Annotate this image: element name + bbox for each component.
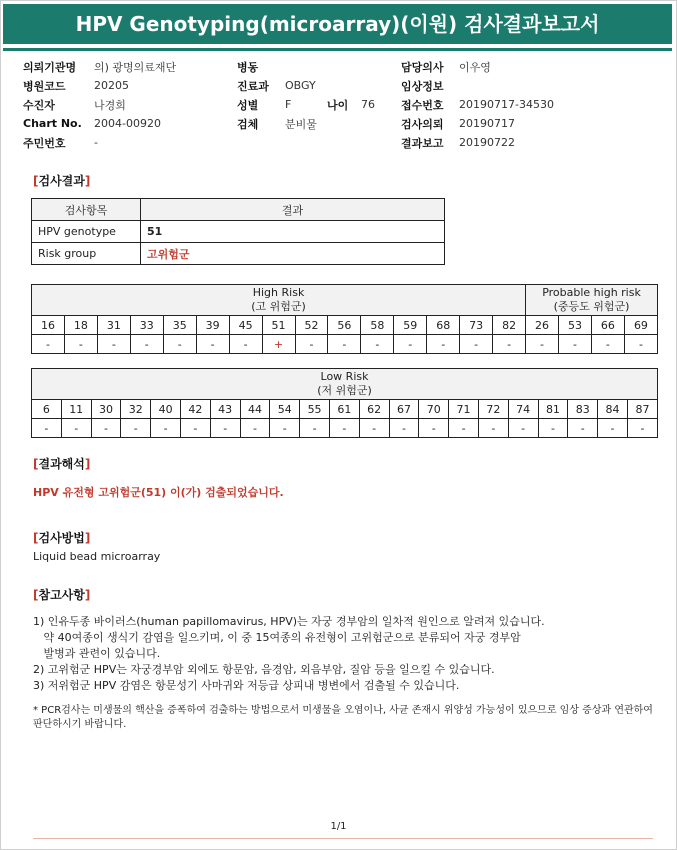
probable-high-risk-header — [526, 285, 658, 316]
genotype-result: - — [329, 419, 359, 438]
info-label: 검체 — [237, 117, 259, 131]
method-text: Liquid bead microarray — [33, 550, 161, 563]
genotype-result: - — [627, 419, 657, 438]
genotype-number: 35 — [163, 316, 196, 335]
genotype-result: - — [328, 335, 361, 354]
genotype-number: 62 — [359, 400, 389, 419]
genotype-result: - — [61, 419, 91, 438]
section-interpretation-heading: [결과해석] — [33, 457, 91, 471]
probable-high-risk-title: Probable high risk — [542, 286, 641, 299]
info-label: 검사의뢰 — [401, 117, 444, 131]
genotype-result: - — [460, 335, 493, 354]
probable-high-risk-subtitle: (중등도 위험군) — [553, 300, 630, 313]
genotype-result-row — [32, 335, 658, 354]
genotype-number: 53 — [559, 316, 592, 335]
genotype-result: - — [97, 335, 130, 354]
info-left — [23, 57, 176, 152]
genotype-result: - — [493, 335, 526, 354]
result-value-genotype: 51 — [141, 221, 445, 243]
genotype-result: - — [427, 335, 460, 354]
genotype-number: 55 — [300, 400, 330, 419]
info-value: 20190717-34530 — [459, 98, 554, 111]
genotype-number: 83 — [568, 400, 598, 419]
genotype-number: 72 — [478, 400, 508, 419]
genotype-result-row — [32, 419, 658, 438]
high-risk-header — [32, 285, 526, 316]
section-interpretation-title: 결과해석 — [38, 457, 85, 471]
result-header-item: 검사항목 — [32, 199, 141, 221]
genotype-result: - — [163, 335, 196, 354]
genotype-result: + — [262, 335, 295, 354]
info-label: 병원코드 — [23, 79, 66, 93]
info-mid — [237, 57, 375, 133]
genotype-result: - — [270, 419, 300, 438]
table-row — [32, 243, 445, 265]
genotype-number: 43 — [210, 400, 240, 419]
genotype-result: - — [91, 419, 121, 438]
info-label: 결과보고 — [401, 136, 444, 150]
genotype-number: 44 — [240, 400, 270, 419]
genotype-number: 74 — [508, 400, 538, 419]
info-label: 담당의사 — [401, 60, 444, 74]
pcr-footnote: * PCR검사는 미생물의 핵산을 증폭하여 검출하는 방법으로서 미생물을 오염이나, 사균 존재시 위양성 가능성이 있으므로 임상 증상과 연관하여 판단하시기 바랍니다. — [33, 705, 653, 730]
section-method-heading: [검사방법] — [33, 531, 91, 545]
genotype-result: - — [478, 419, 508, 438]
genotype-result: - — [32, 419, 62, 438]
genotype-number: 87 — [627, 400, 657, 419]
genotype-result: - — [151, 419, 181, 438]
section-method-title: 검사방법 — [38, 531, 85, 545]
info-label: 성별 — [237, 98, 259, 112]
info-value: 의) 광명의료재단 — [94, 60, 177, 74]
genotype-number: 81 — [538, 400, 568, 419]
report-title: HPV Genotyping(microarray)(이원) 검사결과보고서 — [3, 4, 672, 44]
info-label: 병동 — [237, 60, 259, 74]
genotype-number-row — [32, 316, 658, 335]
low-risk-subtitle: (저 위험군) — [317, 384, 372, 397]
genotype-number: 42 — [180, 400, 210, 419]
genotype-result: - — [240, 419, 270, 438]
genotype-result: - — [64, 335, 97, 354]
age-label: 나이 — [327, 98, 349, 112]
genotype-result: - — [130, 335, 163, 354]
genotype-number: 31 — [97, 316, 130, 335]
genotype-number: 33 — [130, 316, 163, 335]
genotype-result: - — [229, 335, 262, 354]
info-value: 나경희 — [94, 98, 126, 112]
info-value: 이우영 — [459, 60, 491, 74]
genotype-number: 71 — [449, 400, 479, 419]
info-value: OBGY — [285, 79, 316, 92]
note-line: 발병과 관련이 있습니다. — [33, 647, 161, 660]
genotype-result: - — [568, 419, 598, 438]
genotype-number: 73 — [460, 316, 493, 335]
genotype-number-row — [32, 400, 658, 419]
genotype-result: - — [394, 335, 427, 354]
genotype-number: 61 — [329, 400, 359, 419]
genotype-number: 51 — [262, 316, 295, 335]
result-item: Risk group — [32, 243, 141, 265]
footer-line — [33, 838, 653, 839]
high-risk-table — [31, 284, 658, 354]
genotype-number: 32 — [121, 400, 151, 419]
genotype-number: 70 — [419, 400, 449, 419]
info-value: - — [94, 136, 98, 149]
genotype-result: - — [559, 335, 592, 354]
info-value: 분비물 — [285, 117, 317, 131]
genotype-number: 56 — [328, 316, 361, 335]
genotype-result: - — [449, 419, 479, 438]
info-value: 20205 — [94, 79, 129, 92]
genotype-result: - — [389, 419, 419, 438]
genotype-result: - — [591, 335, 624, 354]
high-risk-title: High Risk — [252, 286, 305, 299]
page-number: 1/1 — [330, 821, 347, 832]
info-label: 진료과 — [237, 79, 269, 93]
genotype-result: - — [180, 419, 210, 438]
genotype-result: - — [295, 335, 328, 354]
genotype-result: - — [359, 419, 389, 438]
genotype-number: 26 — [526, 316, 559, 335]
genotype-number: 68 — [427, 316, 460, 335]
low-risk-title: Low Risk — [320, 370, 369, 383]
interpretation-text: HPV 유전형 고위험군(51) 이(가) 검출되었습니다. — [33, 486, 284, 499]
genotype-result: - — [121, 419, 151, 438]
low-risk-header — [32, 369, 658, 400]
note-line: 3) 저위험군 HPV 감염은 항문성기 사마귀와 저등급 상피내 병변에서 검출될 수 있습니다. — [33, 679, 460, 692]
genotype-result: - — [508, 419, 538, 438]
info-label: 접수번호 — [401, 98, 444, 112]
genotype-number: 6 — [32, 400, 62, 419]
genotype-result: - — [598, 419, 628, 438]
info-value: 2004-00920 — [94, 117, 161, 130]
genotype-number: 59 — [394, 316, 427, 335]
info-label: 주민번호 — [23, 136, 66, 150]
genotype-result: - — [526, 335, 559, 354]
low-risk-table — [31, 368, 658, 438]
section-result-title: 검사결과 — [38, 174, 85, 188]
genotype-number: 58 — [361, 316, 394, 335]
genotype-number: 84 — [598, 400, 628, 419]
high-risk-subtitle: (고 위험군) — [251, 300, 306, 313]
info-value: F — [285, 98, 292, 111]
age-value: 76 — [361, 98, 375, 111]
genotype-result: - — [538, 419, 568, 438]
section-result-heading: [검사결과] — [33, 174, 91, 188]
genotype-number: 30 — [91, 400, 121, 419]
genotype-result: - — [32, 335, 65, 354]
genotype-number: 16 — [32, 316, 65, 335]
genotype-number: 52 — [295, 316, 328, 335]
genotype-number: 18 — [64, 316, 97, 335]
section-notes-title: 참고사항 — [38, 588, 85, 602]
genotype-number: 82 — [493, 316, 526, 335]
genotype-number: 11 — [61, 400, 91, 419]
genotype-result: - — [419, 419, 449, 438]
genotype-number: 54 — [270, 400, 300, 419]
result-value-risk-group: 고위험군 — [141, 243, 445, 265]
result-header-value: 결과 — [141, 199, 445, 221]
info-label: 임상정보 — [401, 79, 444, 93]
table-row — [32, 221, 445, 243]
genotype-number: 66 — [591, 316, 624, 335]
result-table — [31, 198, 445, 265]
genotype-result: - — [361, 335, 394, 354]
info-value: 20190717 — [459, 117, 515, 130]
result-item: HPV genotype — [32, 221, 141, 243]
notes-list — [33, 614, 653, 694]
genotype-number: 67 — [389, 400, 419, 419]
genotype-result: - — [196, 335, 229, 354]
genotype-number: 40 — [151, 400, 181, 419]
info-label: Chart No. — [23, 117, 82, 130]
info-right — [401, 57, 554, 152]
info-label: 의뢰기관명 — [23, 60, 77, 74]
genotype-result: - — [300, 419, 330, 438]
genotype-number: 69 — [624, 316, 657, 335]
title-underline — [3, 48, 672, 51]
genotype-result: - — [624, 335, 657, 354]
note-line: 1) 인유두종 바이러스(human papillomavirus, HPV)는 자궁 경부암의 일차적 원인으로 알려져 있습니다. — [33, 615, 545, 628]
genotype-number: 45 — [229, 316, 262, 335]
info-value: 20190722 — [459, 136, 515, 149]
note-line: 2) 고위험군 HPV는 자궁경부암 외에도 항문암, 음경암, 외음부암, 질암 등을 일으킬 수 있습니다. — [33, 663, 495, 676]
genotype-result: - — [210, 419, 240, 438]
section-notes-heading: [참고사항] — [33, 588, 91, 602]
note-line: 약 40여종이 생식기 감염을 일으키며, 이 중 15여종의 유전형이 고위험군으로 분류되어 자궁 경부암 — [33, 631, 521, 644]
info-label: 수진자 — [23, 98, 55, 112]
genotype-number: 39 — [196, 316, 229, 335]
